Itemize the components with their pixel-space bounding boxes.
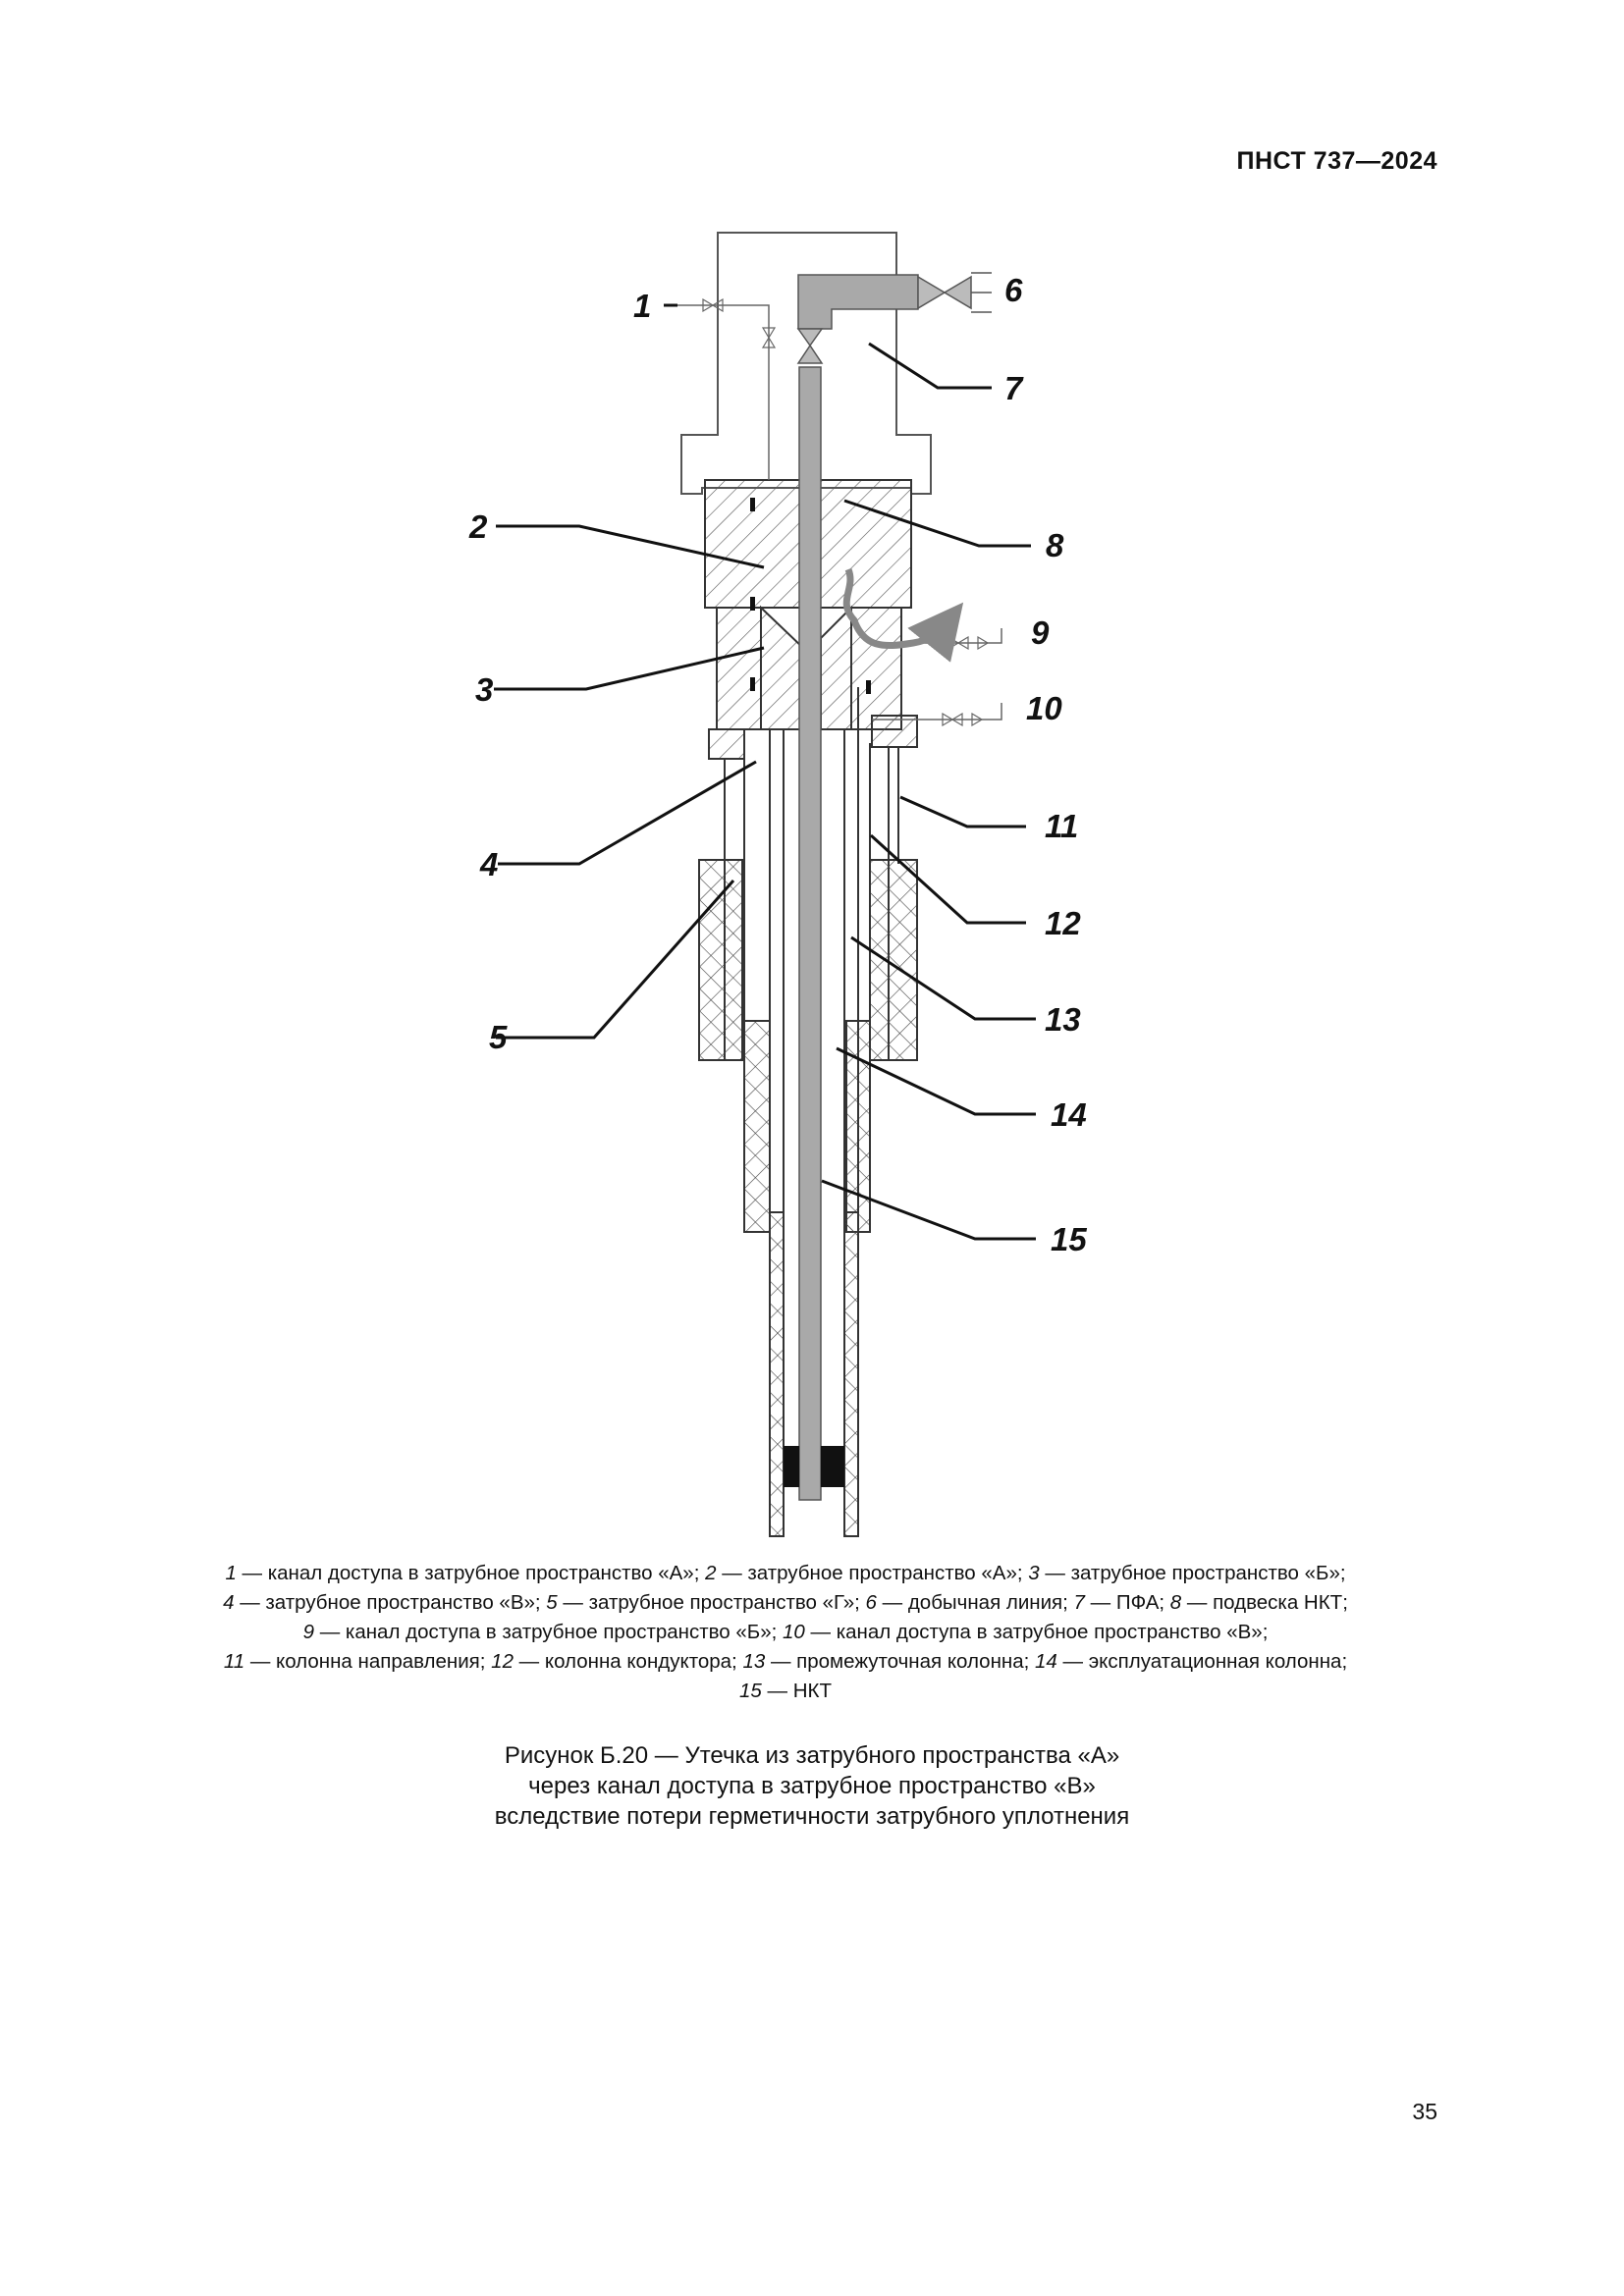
callout-12: 12	[1045, 905, 1081, 941]
callout-9: 9	[1031, 614, 1050, 651]
caption-line-3: вследствие потери герметичности затрубного уплотнения	[494, 1803, 1130, 1830]
legend-text: — колонна кондуктора;	[513, 1650, 743, 1673]
legend-line	[137, 1618, 1434, 1647]
callout-8: 8	[1046, 527, 1064, 563]
legend-text: — промежуточная колонна;	[765, 1650, 1036, 1673]
legend-text: — канал доступа в затрубное пространство «А»;	[236, 1562, 706, 1584]
caption-line-2: через канал доступа в затрубное пространство «В»	[528, 1773, 1096, 1799]
legend-text: — канал доступа в затрубное пространство «Б»;	[314, 1621, 784, 1643]
outer-cement-right	[870, 860, 917, 1060]
callout-5: 5	[489, 1019, 508, 1055]
legend-text: — эксплуатационная колонна;	[1056, 1650, 1348, 1673]
callout-4: 4	[480, 846, 499, 882]
legend-line	[137, 1647, 1434, 1677]
legend-line	[137, 1559, 1434, 1588]
figure-caption	[295, 1740, 1329, 1832]
legend-text: — затрубное пространство «Г»;	[557, 1591, 866, 1614]
legend-number: 1	[225, 1562, 237, 1584]
packer-left	[784, 1446, 799, 1487]
production-line	[798, 275, 918, 329]
legend-number: 12	[491, 1650, 514, 1673]
inner-cement-left	[744, 1021, 770, 1232]
callout-2: 2	[469, 508, 488, 545]
packer-right	[821, 1446, 844, 1487]
lower-cement-left	[770, 1212, 784, 1536]
master-valve	[798, 329, 822, 363]
callout-15: 15	[1051, 1221, 1087, 1257]
legend-number: 5	[546, 1591, 558, 1614]
legend-number: 4	[223, 1591, 235, 1614]
legend-number: 11	[223, 1650, 245, 1673]
legend-text: — затрубное пространство «Б»;	[1039, 1562, 1346, 1584]
legend-text: — колонна направления;	[244, 1650, 492, 1673]
tubing-string	[799, 367, 821, 1500]
callout-10: 10	[1026, 690, 1062, 726]
legend-number: 2	[705, 1562, 717, 1584]
legend-number: 14	[1035, 1650, 1057, 1673]
callout-14: 14	[1051, 1096, 1087, 1133]
legend-number: 15	[739, 1680, 762, 1702]
callout-13: 13	[1045, 1001, 1081, 1038]
legend-number: 9	[302, 1621, 315, 1643]
outer-cement-left	[699, 860, 742, 1060]
legend-number: 10	[783, 1621, 805, 1643]
callout-11: 11	[1045, 808, 1079, 844]
legend-number: 3	[1028, 1562, 1040, 1584]
legend-text: — НКТ	[761, 1680, 832, 1702]
legend-text: — ПФА;	[1084, 1591, 1170, 1614]
legend-text: — добычная линия;	[876, 1591, 1074, 1614]
legend-text: — подвеска НКТ;	[1181, 1591, 1348, 1614]
casing-head-flange-left	[709, 729, 744, 759]
casing-head-flange-right	[872, 716, 917, 747]
legend-text: — затрубное пространство «В»;	[234, 1591, 547, 1614]
callout-3: 3	[475, 671, 494, 708]
production-valve	[918, 277, 971, 308]
document-code: ПНСТ 737—2024	[1236, 147, 1437, 175]
legend-number: 13	[742, 1650, 766, 1673]
callout-6: 6	[1004, 272, 1023, 308]
legend-line	[137, 1588, 1434, 1618]
legend-number: 8	[1169, 1591, 1182, 1614]
caption-line-1: Рисунок Б.20 — Утечка из затрубного пространства «А»	[504, 1742, 1120, 1769]
legend-number: 7	[1073, 1591, 1085, 1614]
page-number: 35	[1412, 2099, 1437, 2124]
callout-7: 7	[1004, 370, 1023, 406]
channel-1-access-line	[670, 305, 769, 480]
legend-number: 6	[865, 1591, 877, 1614]
legend-text: — затрубное пространство «А»;	[716, 1562, 1029, 1584]
figure-legend	[137, 1559, 1434, 1706]
callout-1: 1	[633, 288, 652, 324]
legend-text: — канал доступа в затрубное пространство «В»;	[804, 1621, 1269, 1643]
legend-line	[137, 1677, 1434, 1706]
lower-cement-right	[844, 1212, 858, 1536]
